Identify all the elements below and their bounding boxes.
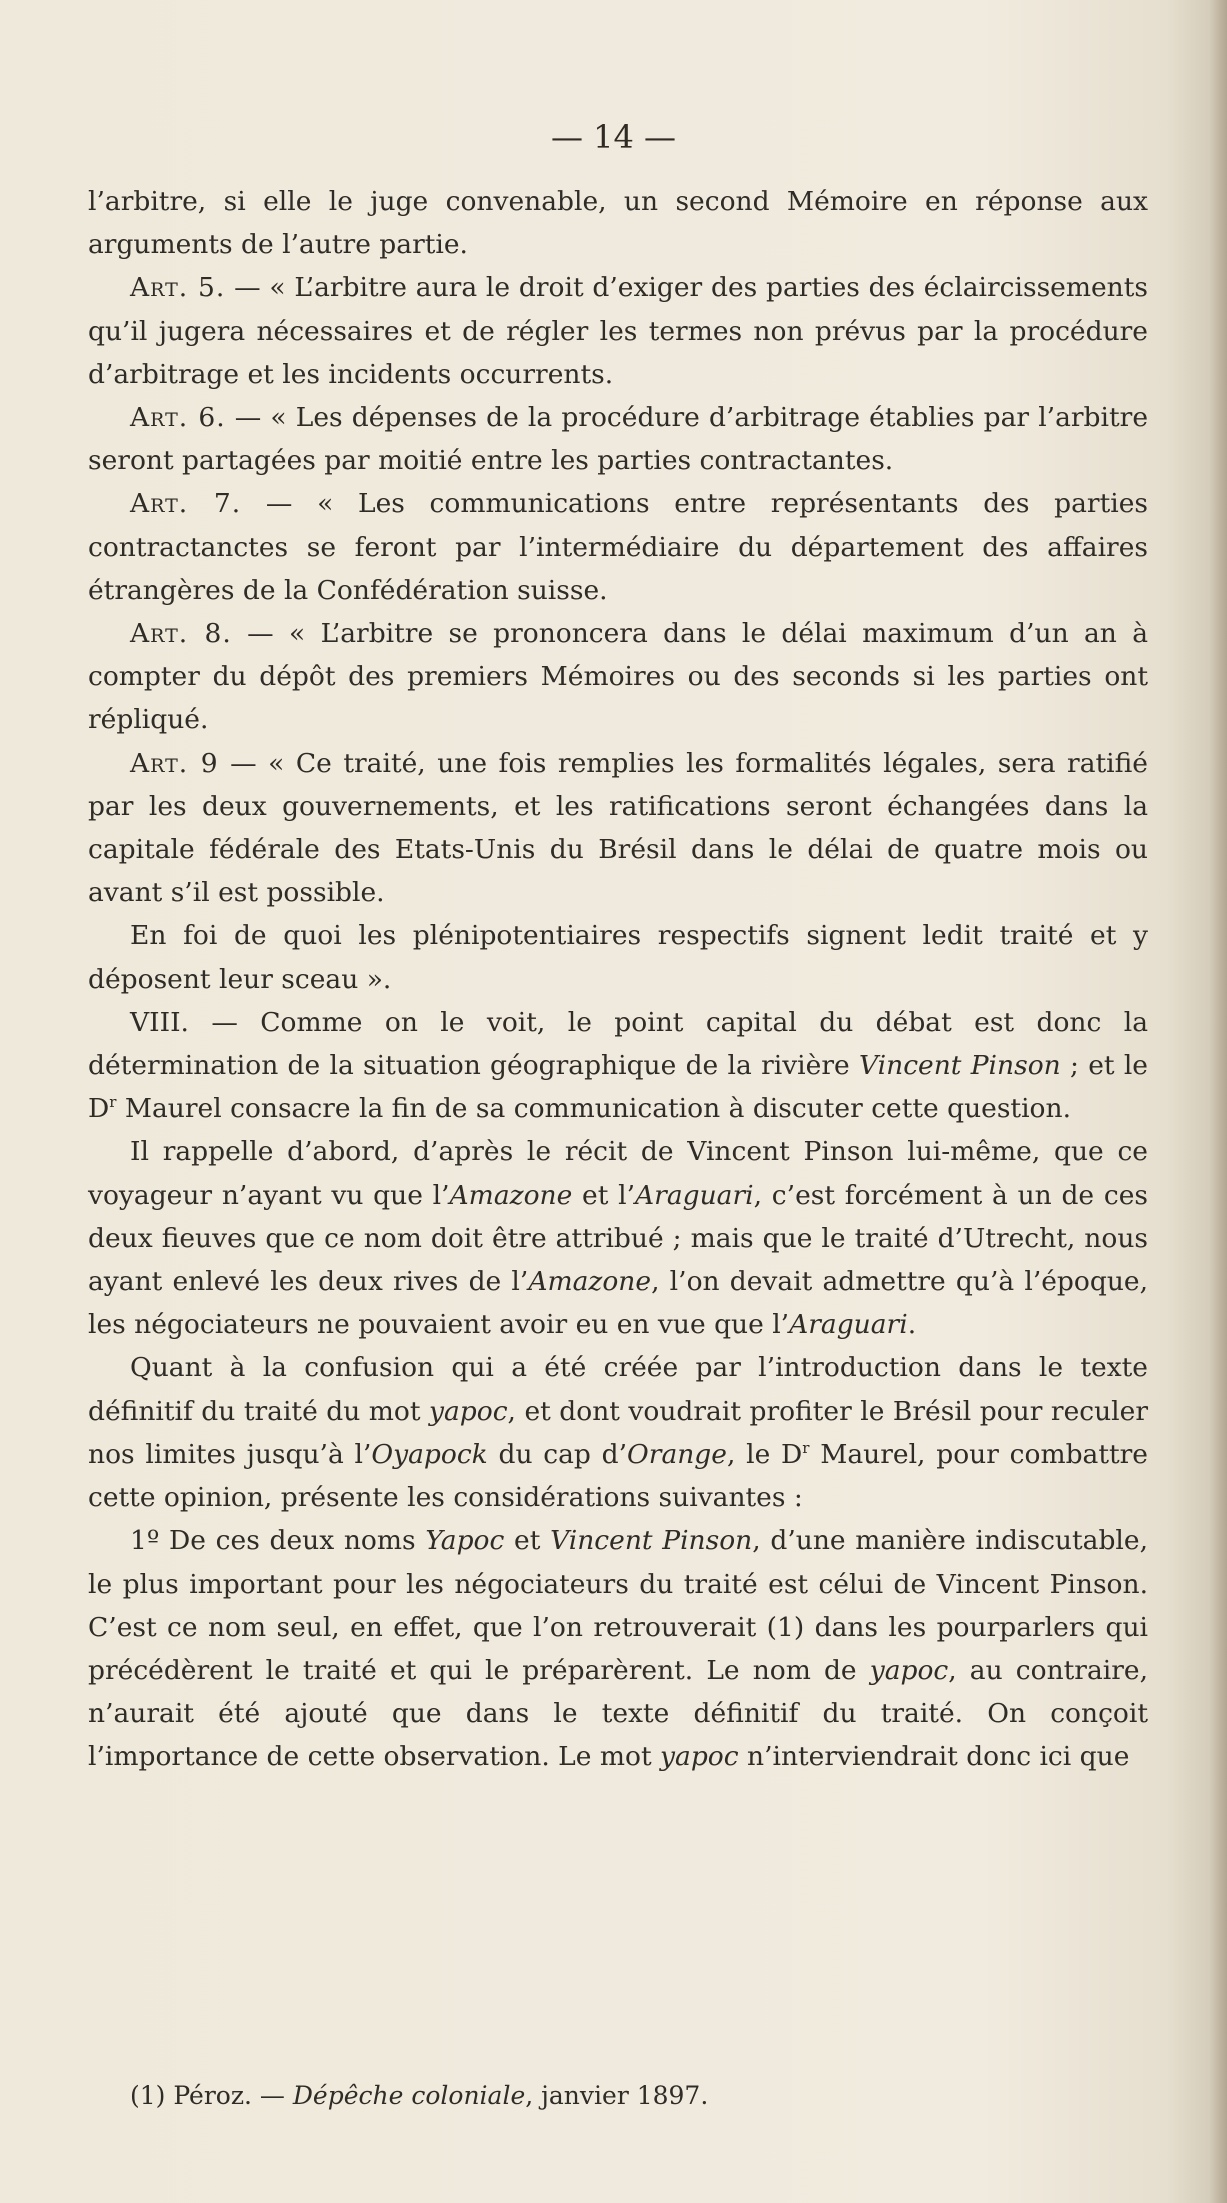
article-text: — « L’arbitre aura le droit d’exiger des parties des éclaircissements qu’il jugera nécessaires et de régler les termes non prévus par la procédure d’arbitrage et les incidents occurrents.	[88, 272, 1148, 390]
text-run: du cap d’	[487, 1438, 628, 1470]
italic-run: Amazone	[528, 1266, 652, 1298]
article-label: Art. 9	[130, 747, 219, 779]
text-run: , l’on devait admettre qu’à l’époque, les négociateurs ne pouvaient avoir eu en vue que l’	[88, 1266, 1148, 1341]
article-text: — « Les dépenses de la procédure d’arbitrage établies par l’arbitre seront partagées par moitié entre les parties contractantes.	[88, 402, 1148, 477]
body-text	[88, 180, 1148, 1779]
text-run: n’interviendrait donc ici que	[738, 1741, 1130, 1773]
text-run: 1º De ces deux noms	[130, 1525, 426, 1557]
article-9	[88, 742, 1148, 915]
text-run: , et dont voudrait profiter le Brésil pour reculer nos limites jusqu’à l’	[88, 1395, 1148, 1470]
text-run: Maurel consacre la fin de sa communication à discuter cette question.	[116, 1093, 1072, 1125]
article-label: Art. 7.	[130, 488, 242, 520]
footnote-text: (1) Péroz. —	[130, 2081, 293, 2110]
italic-run: Oyapock	[371, 1438, 488, 1470]
text-run: Maurel, pour combattre cette opinion, présente les considérations suivantes :	[88, 1438, 1148, 1514]
italic-run: yapoc	[869, 1654, 949, 1686]
footnote-text: , janvier 1897.	[525, 2081, 709, 2110]
italic-run: Vincent Pinson	[550, 1525, 753, 1557]
text-run: , au contraire, n’aurait été ajouté que dans le texte définitif du traité. On conçoit l’importance de cette observation. Le mot	[88, 1654, 1149, 1773]
text-run: , c’est forcément à un de ces deux fieuves que ce nom doit être attribué ; mais que le traité d’Utrecht, nous ayant enlevé les deux rives de l’	[88, 1179, 1148, 1298]
article-8	[88, 612, 1148, 742]
text-run: .	[907, 1309, 917, 1341]
text-run: et l’	[572, 1179, 636, 1211]
footnote-italic: Dépêche coloniale	[292, 2081, 526, 2110]
footnote	[130, 2076, 1130, 2116]
article-text: — « Ce traité, une fois remplies les formalités légales, sera ratifié par les deux gouvernements, et les ratifications seront échangées dans la capitale fédérale des Etats-Unis du Brésil dans le délai de quatre mois ou avant s’il est possible.	[88, 747, 1148, 909]
article-label: Art. 6.	[130, 402, 226, 434]
italic-run: yapoc	[660, 1741, 739, 1773]
article-text: — « Les communications entre représentants des parties contractanctes se feront par l’intermédiaire du département des affaires étrangères de la Confédération suisse.	[88, 488, 1148, 606]
italic-run: Araguari	[789, 1309, 908, 1341]
superscript: r	[109, 1093, 117, 1112]
italic-run: Vincent Pinson	[858, 1050, 1061, 1082]
paragraph-continuation	[88, 180, 1148, 266]
paragraph-en-foi	[88, 914, 1148, 1000]
article-label: Art. 5.	[130, 272, 226, 304]
article-7	[88, 482, 1148, 612]
article-5	[88, 266, 1148, 396]
text-run: Il rappelle d’abord, d’après le récit de Vincent Pinson lui-même, que ce voyageur n’ayant vu que l’	[88, 1136, 1148, 1211]
paragraph-il-rappelle	[88, 1130, 1148, 1346]
text-run: VIII. — Comme on le voit, le point capital du débat est donc la détermination de la situation géographique de la rivière	[88, 1006, 1148, 1082]
text-run: ; et le D	[88, 1050, 1148, 1125]
paragraph-point-1	[88, 1519, 1148, 1778]
page-number: — 14 —	[550, 118, 677, 156]
article-text: — « L’arbitre se prononcera dans le délai maximum d’un an à compter du dépôt des premiers Mémoires ou des seconds si les parties ont répliqué.	[88, 618, 1148, 736]
italic-run: Amazone	[449, 1179, 573, 1211]
paragraph-quant	[88, 1346, 1148, 1519]
article-label: Art. 8.	[130, 618, 232, 650]
page-edge-shadow	[1209, 0, 1227, 2203]
paragraph-text: En foi de quoi les plénipotentiaires respectifs signent ledit traité et y déposent leur sceau ».	[88, 920, 1148, 995]
text-run: , le D	[726, 1438, 803, 1470]
italic-run: Araguari	[635, 1179, 754, 1211]
section-viii	[88, 1001, 1148, 1131]
italic-run: yapoc	[429, 1395, 508, 1427]
text-run: et	[504, 1525, 551, 1557]
text-run: Quant à la confusion qui a été créée par l’introduction dans le texte définitif du traité du mot	[88, 1352, 1148, 1427]
article-6	[88, 396, 1148, 482]
italic-run: Yapoc	[425, 1525, 505, 1557]
italic-run: Orange	[627, 1438, 727, 1470]
text-run: , d’une manière indiscutable, le plus important pour les négociateurs du traité est célui de Vincent Pinson. C’est ce nom seul, en effet, que l’on retrouverait (1) dans les pourparlers qui précédèrent le traité et qui le préparèrent. Le nom de	[88, 1525, 1148, 1686]
superscript: r	[802, 1439, 810, 1458]
paragraph-text: l’arbitre, si elle le juge convenable, un second Mémoire en réponse aux arguments de l’autre partie.	[88, 186, 1148, 261]
